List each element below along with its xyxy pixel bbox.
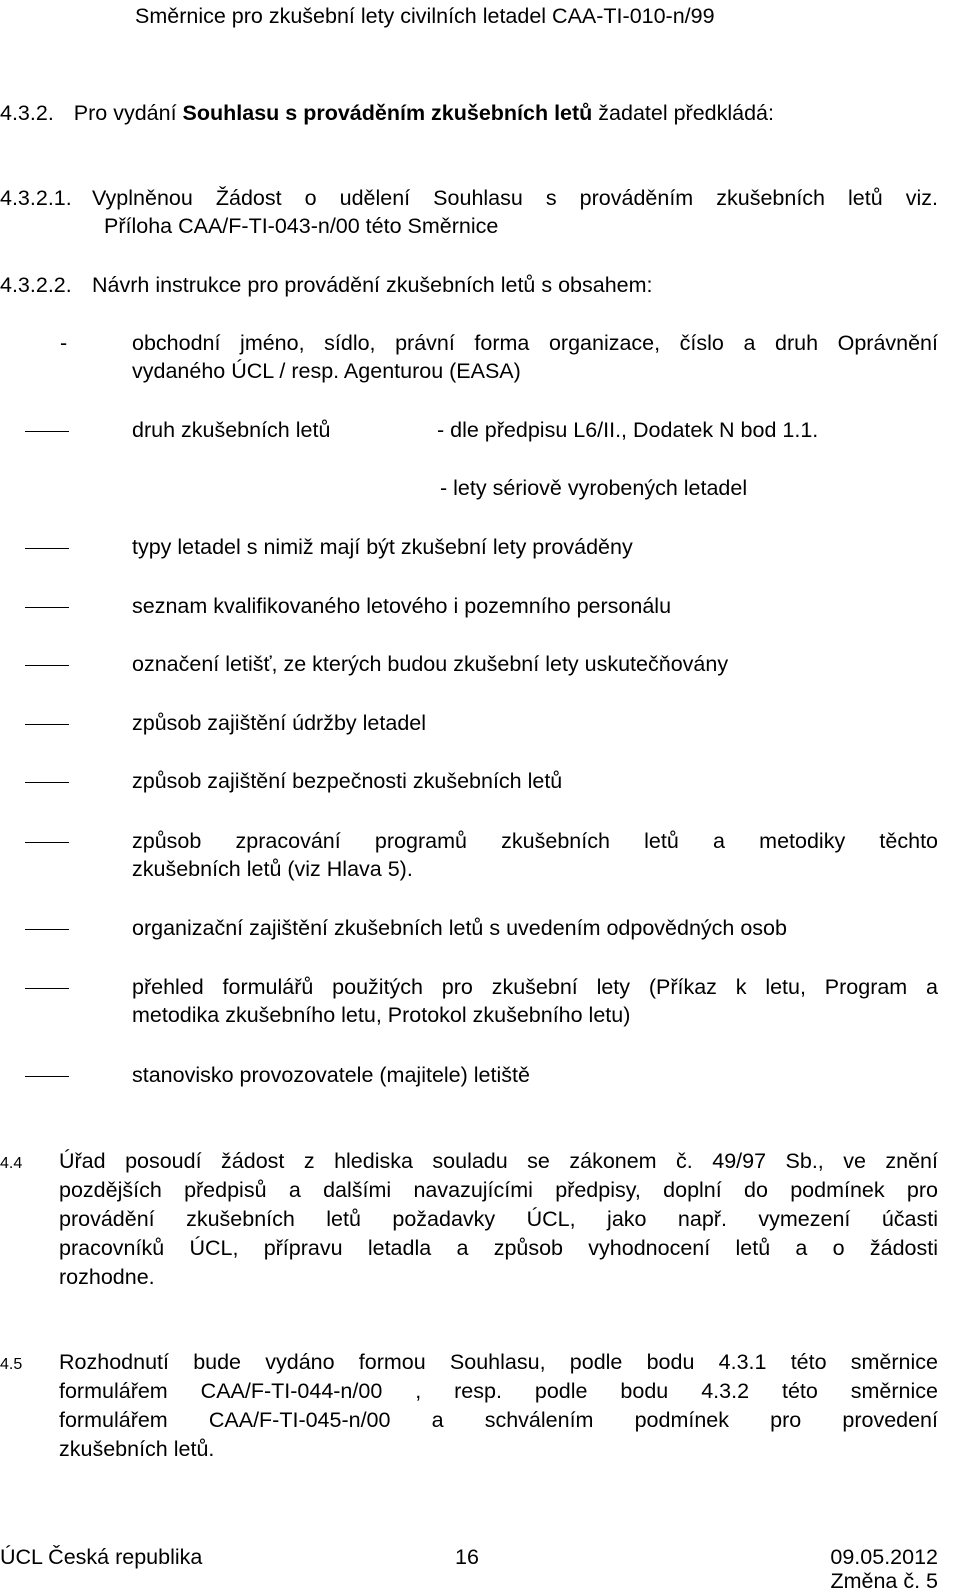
bullet-dash	[25, 929, 69, 930]
flight-types-sub2: - lety sériově vyrobených letadel	[440, 476, 748, 500]
item-number: 4.3.2.2.	[0, 273, 72, 297]
page-header: Směrnice pro zkušební lety civilních letadel CAA-TI-010-n/99	[135, 4, 715, 28]
section-4-4-last: rozhodne.	[59, 1265, 155, 1289]
section-number: 4.5	[0, 1356, 23, 1373]
bullet-dash	[25, 665, 69, 666]
bullet-dash	[25, 548, 69, 549]
bullet-item: označení letišť, ze kterých budou zkušební lety uskutečňovány	[132, 652, 729, 676]
flight-types-sub1: - dle předpisu L6/II., Dodatek N bod 1.1.	[437, 418, 819, 442]
item-4-3-2-1-line1: Vyplněnou Žádost o udělení Souhlasu s prováděním zkušebních letů viz.	[92, 186, 938, 210]
bullet-dash	[25, 988, 69, 989]
bullet-org: organizační zajištění zkušebních letů s uvedením odpovědných osob	[132, 916, 787, 940]
section-4-4-line: Úřad posoudí žádost z hlediska souladu se zákonem č. 49/97 Sb., ve znění	[59, 1149, 938, 1173]
bullet-dash	[25, 842, 69, 843]
item-4-3-2-1-line2: Příloha CAA/F-TI-043-n/00 této Směrnice	[104, 214, 499, 238]
flight-types-label: druh zkušebních letů	[132, 418, 331, 442]
item-number: 4.3.2.1.	[0, 186, 72, 210]
bullet-dash	[25, 724, 69, 725]
section-number: 4.4	[0, 1155, 23, 1172]
footer-date: 09.05.2012	[830, 1545, 938, 1569]
section-4-3-2	[0, 100, 774, 127]
section-4-5-line: formulářem CAA/F-TI-044-n/00 , resp. podle bodu 4.3.2 této směrnice	[59, 1379, 938, 1403]
bullet-dash	[25, 431, 69, 432]
hyphen-item-line1: obchodní jméno, sídlo, právní forma organizace, číslo a druh Oprávnění	[132, 331, 938, 355]
bullet-forms-line1: přehled formulářů použitých pro zkušební lety (Příkaz k letu, Program a	[132, 975, 938, 999]
item-4-3-2-2-text: Návrh instrukce pro provádění zkušebních letů s obsahem:	[92, 273, 653, 297]
hyphen-marker: -	[60, 331, 68, 355]
footer-change: Změna č. 5	[830, 1569, 938, 1593]
section-4-4-line: pozdějších předpisů a dalšími navazujícími předpisy, doplní do podmínek pro	[59, 1178, 938, 1202]
bullet-opinion: stanovisko provozovatele (majitele) letiště	[132, 1063, 530, 1087]
bullet-programs-line1: způsob zpracování programů zkušebních letů a metodiky těchto	[132, 829, 938, 853]
section-text-after: žadatel předkládá:	[592, 101, 774, 125]
footer-org: ÚCL Česká republika	[0, 1545, 203, 1569]
bullet-item: způsob zajištění bezpečnosti zkušebních letů	[132, 769, 563, 793]
section-4-4-line: provádění zkušebních letů požadavky ÚCL, jako např. vymezení účasti	[59, 1207, 938, 1231]
section-text-bold: Souhlasu s prováděním zkušebních letů	[182, 101, 593, 125]
section-4-5-last: zkušebních letů.	[59, 1437, 215, 1461]
bullet-dash	[25, 1076, 69, 1077]
section-number: 4.3.2.	[0, 101, 54, 125]
section-4-5-line: Rozhodnutí bude vydáno formou Souhlasu, podle bodu 4.3.1 této směrnice	[59, 1350, 938, 1374]
bullet-dash	[25, 607, 69, 608]
bullet-item: způsob zajištění údržby letadel	[132, 711, 427, 735]
section-4-4-line: pracovníků ÚCL, přípravu letadla a způsob vyhodnocení letů a o žádosti	[59, 1236, 938, 1260]
bullet-programs-line2: zkušebních letů (viz Hlava 5).	[132, 857, 413, 881]
footer-page-number: 16	[455, 1545, 479, 1569]
section-4-5-line: formulářem CAA/F-TI-045-n/00 a schválením podmínek pro provedení	[59, 1408, 938, 1432]
bullet-dash	[25, 782, 69, 783]
hyphen-item-line2: vydaného ÚCL / resp. Agenturou (EASA)	[132, 359, 521, 383]
section-text-before: Pro vydání	[73, 101, 183, 125]
bullet-item: typy letadel s nimiž mají být zkušební lety prováděny	[132, 535, 633, 559]
bullet-forms-line2: metodika zkušebního letu, Protokol zkušebního letu)	[132, 1003, 631, 1027]
bullet-item: seznam kvalifikovaného letového i pozemního personálu	[132, 594, 672, 618]
